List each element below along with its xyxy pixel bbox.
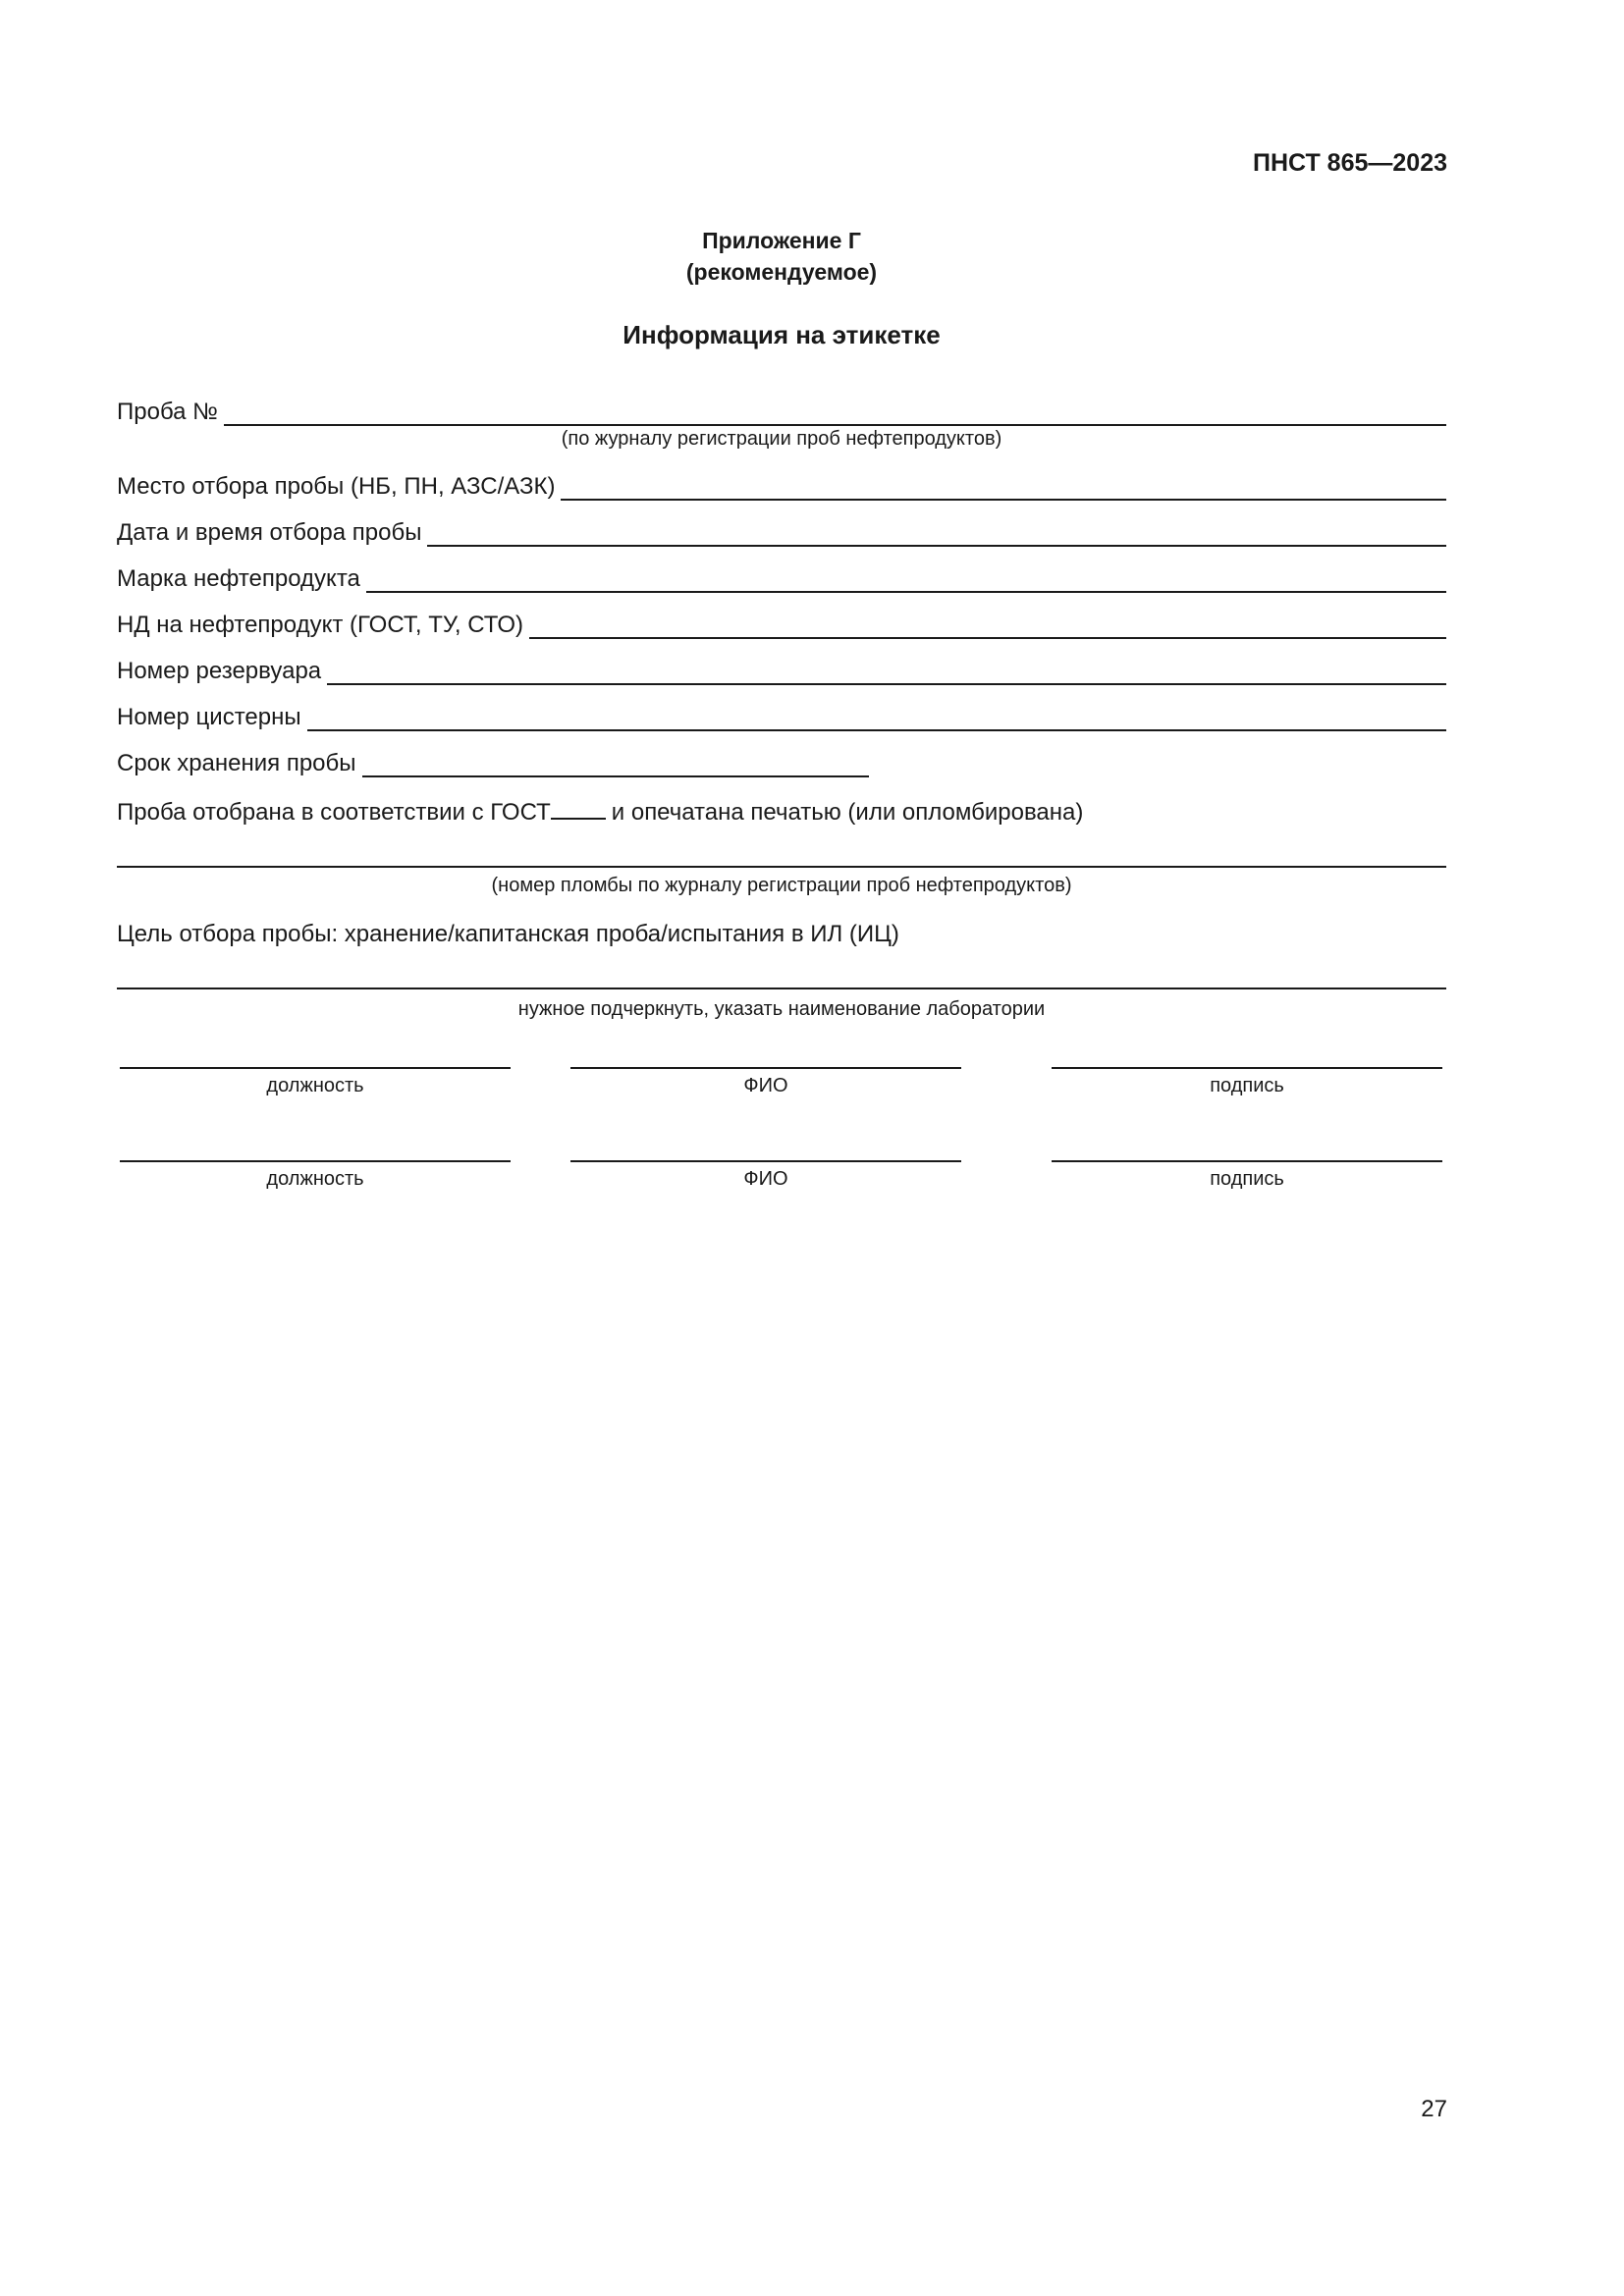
signature-name-1: [570, 1065, 961, 1097]
name-blank: [570, 1065, 961, 1069]
tank-number-label: Номер резервуара: [117, 658, 322, 684]
sample-number-label: Проба №: [117, 399, 218, 425]
grade-label: Марка нефтепродукта: [117, 565, 360, 592]
name-blank: [570, 1158, 961, 1162]
datetime-blank: [427, 523, 1446, 547]
selected-post-text: и опечатана печатью (или опломбирована): [611, 799, 1084, 826]
signature-name-2: [570, 1158, 961, 1191]
selected-statement: [117, 798, 1083, 827]
position-blank: [120, 1158, 511, 1162]
nd-blank: [529, 615, 1446, 639]
name-caption: ФИО: [743, 1168, 788, 1190]
signature-position-1: [120, 1065, 511, 1097]
sign-blank: [1052, 1065, 1442, 1069]
field-grade: [117, 565, 1446, 593]
annex-subtitle: (рекомендуемое): [685, 259, 878, 285]
field-datetime: [117, 519, 1446, 547]
cistern-number-label: Номер цистерны: [117, 704, 301, 730]
signature-sign-2: [1052, 1158, 1442, 1191]
seal-number-blank: [117, 866, 1446, 868]
field-nd: [117, 612, 1446, 639]
gost-number-blank: [551, 798, 606, 820]
grade-blank: [366, 569, 1446, 593]
tank-number-blank: [327, 662, 1446, 685]
field-tank-number: [117, 658, 1446, 685]
cistern-number-blank: [307, 708, 1446, 731]
document-code: ПНСТ 865—2023: [1253, 149, 1447, 177]
purpose-text: Цель отбора пробы: хранение/капитанская проба/испытания в ИЛ (ИЦ): [117, 921, 899, 947]
field-storage-period: [117, 750, 869, 777]
purpose-blank: [117, 988, 1446, 989]
position-caption: должность: [266, 1168, 364, 1190]
purpose-note: нужное подчеркнуть, указать наименование лаборатории: [517, 998, 1046, 1020]
signature-position-2: [120, 1158, 511, 1191]
storage-period-blank: [362, 754, 869, 777]
annex-title: Приложение Г: [702, 228, 861, 253]
seal-number-note: (номер пломбы по журналу регистрации проб нефтепродуктов): [491, 875, 1072, 896]
selected-pre-text: Проба отобрана в соответствии с ГОСТ: [117, 799, 551, 826]
name-caption: ФИО: [743, 1075, 788, 1096]
datetime-label: Дата и время отбора пробы: [117, 519, 422, 546]
place-label: Место отбора пробы (НБ, ПН, АЗС/АЗК): [117, 473, 556, 500]
page-number: 27: [1421, 2096, 1447, 2122]
place-blank: [561, 477, 1446, 501]
sign-caption: подпись: [1210, 1168, 1284, 1190]
sign-blank: [1052, 1158, 1442, 1162]
nd-label: НД на нефтепродукт (ГОСТ, ТУ, СТО): [117, 612, 524, 638]
section-title: Информация на этикетке: [623, 320, 941, 349]
sign-caption: подпись: [1210, 1075, 1284, 1096]
sample-number-note: (по журналу регистрации проб нефтепродуктов): [561, 428, 1002, 450]
field-cistern-number: [117, 704, 1446, 731]
sample-number-blank: [224, 402, 1446, 426]
signature-sign-1: [1052, 1065, 1442, 1097]
position-caption: должность: [266, 1075, 364, 1096]
field-sample-number: [117, 399, 1446, 426]
field-place: [117, 473, 1446, 501]
storage-period-label: Срок хранения пробы: [117, 750, 356, 776]
position-blank: [120, 1065, 511, 1069]
